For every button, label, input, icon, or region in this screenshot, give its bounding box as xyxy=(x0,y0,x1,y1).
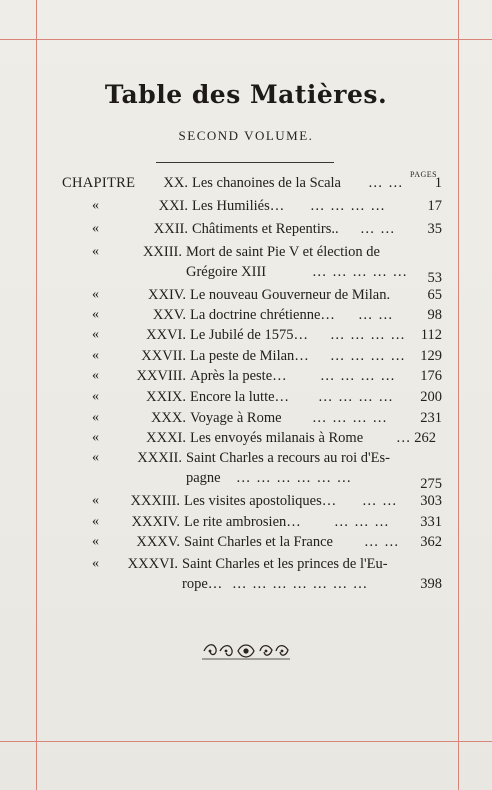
chapter-title: La doctrine chrétienne… xyxy=(190,307,335,323)
chapter-numeral: XX. xyxy=(163,175,188,191)
chapter-title: Châtiments et Repentirs.. xyxy=(192,221,339,237)
chapter-numeral: XXX. xyxy=(150,410,186,426)
page-number: 65 xyxy=(427,287,442,303)
ditto-mark: « xyxy=(92,368,99,383)
ditto-mark: « xyxy=(92,244,99,259)
leader-dots: … … xyxy=(364,534,400,550)
ditto-mark: « xyxy=(92,450,99,465)
leader-dots: … … … … xyxy=(330,348,406,364)
leader-dots: … … xyxy=(358,307,394,323)
chapter-numeral: XXVIII. xyxy=(136,368,186,384)
chapter-title: Les chanoines de la Scala xyxy=(192,175,341,191)
chapter-title: Le rite ambrosien… xyxy=(184,514,301,530)
chapter-title: Les envoyés milanais à Rome xyxy=(190,430,364,446)
chapter-title: Les Humiliés… xyxy=(192,198,285,214)
volume-subtitle: SECOND VOLUME. xyxy=(178,128,314,143)
page-number: 53 xyxy=(427,270,442,286)
page-number: 275 xyxy=(420,476,442,492)
ditto-mark: « xyxy=(92,556,99,571)
chapter-numeral: XXI. xyxy=(158,198,188,214)
ditto-mark: « xyxy=(92,430,99,445)
chapter-title: Mort de saint Pie V et élection de xyxy=(186,244,380,260)
page-title: Table des Matières. xyxy=(104,80,388,109)
leader-dots: … … xyxy=(360,221,396,237)
ditto-mark: « xyxy=(92,198,99,213)
leader-dots: … … … … … … … xyxy=(232,576,369,592)
leader-dots: … … … … xyxy=(330,327,406,343)
chapter-title: Les visites apostoliques… xyxy=(184,493,337,509)
page-number: 112 xyxy=(420,327,442,343)
ditto-mark: « xyxy=(92,410,99,425)
leader-dots: … xyxy=(396,430,412,446)
page-number: 362 xyxy=(420,534,442,550)
page-number: 331 xyxy=(420,514,442,530)
leader-dots: … … … … xyxy=(312,410,388,426)
page-number: 303 xyxy=(420,493,442,509)
chapter-title: Le nouveau Gouverneur de Milan. xyxy=(190,287,391,303)
ditto-mark: « xyxy=(92,287,99,302)
leader-dots: … … … … xyxy=(310,198,386,214)
chapter-numeral: XXXVI. xyxy=(127,556,178,572)
chapter-numeral: XXXIV. xyxy=(131,514,180,530)
ditto-mark: « xyxy=(92,493,99,508)
chapter-numeral: XXXV. xyxy=(136,534,180,550)
chapter-title: Voyage à Rome xyxy=(190,410,282,426)
page-number: 35 xyxy=(427,221,442,237)
leader-dots: … … xyxy=(362,493,398,509)
page-number: 200 xyxy=(420,389,442,405)
chapter-label: CHAPITRE xyxy=(62,175,136,191)
page-number: 262 xyxy=(414,430,436,446)
leader-dots: … … xyxy=(368,175,404,191)
chapter-title-continuation: rope… xyxy=(182,576,223,592)
chapter-title-continuation: Grégoire XIII xyxy=(186,264,267,280)
leader-dots: … … … … xyxy=(320,368,396,384)
chapter-title: Après la peste… xyxy=(190,368,287,384)
page-number: 398 xyxy=(420,576,442,592)
leader-dots: … … … xyxy=(334,514,390,530)
ditto-mark: « xyxy=(92,514,99,529)
chapter-title: Encore la lutte… xyxy=(190,389,290,405)
pages-column-label: PAGES xyxy=(410,170,438,179)
chapter-title: Saint Charles et les princes de l'Eu- xyxy=(182,556,388,572)
chapter-title-continuation: pagne xyxy=(186,470,221,486)
chapter-title: Le Jubilé de 1575… xyxy=(190,327,308,343)
leader-dots: … … … … … … xyxy=(236,470,353,486)
chapter-numeral: XXV. xyxy=(152,307,186,323)
page-number: 1 xyxy=(434,175,442,191)
chapter-title: La peste de Milan… xyxy=(190,348,309,364)
ditto-mark: « xyxy=(92,327,99,342)
page-number: 176 xyxy=(420,368,442,384)
chapter-numeral: XXXII. xyxy=(137,450,182,466)
leader-dots: … … … … xyxy=(318,389,394,405)
chapter-title: Saint Charles a recours au roi d'Es- xyxy=(186,450,390,466)
page-number: 231 xyxy=(420,410,442,426)
chapter-numeral: XXII. xyxy=(153,221,188,237)
chapter-numeral: XXVI. xyxy=(146,327,186,343)
chapter-numeral: XXVII. xyxy=(141,348,186,364)
ditto-mark: « xyxy=(92,221,99,236)
ditto-mark: « xyxy=(92,307,99,322)
chapter-numeral: XXXI. xyxy=(146,430,186,446)
chapter-numeral: XXIV. xyxy=(148,287,186,303)
ditto-mark: « xyxy=(92,348,99,363)
chapter-numeral: XXIII. xyxy=(142,244,182,260)
page-number: 17 xyxy=(427,198,442,214)
ditto-mark: « xyxy=(92,389,99,404)
page-number: 129 xyxy=(420,348,442,364)
chapter-title: Saint Charles et la France xyxy=(184,534,333,550)
leader-dots: … … … … … xyxy=(312,264,408,280)
ditto-mark: « xyxy=(92,534,99,549)
decorative-ornament xyxy=(200,640,292,662)
chapter-numeral: XXXIII. xyxy=(130,493,180,509)
page-number: 98 xyxy=(427,307,442,323)
chapter-numeral: XXIX. xyxy=(146,389,186,405)
